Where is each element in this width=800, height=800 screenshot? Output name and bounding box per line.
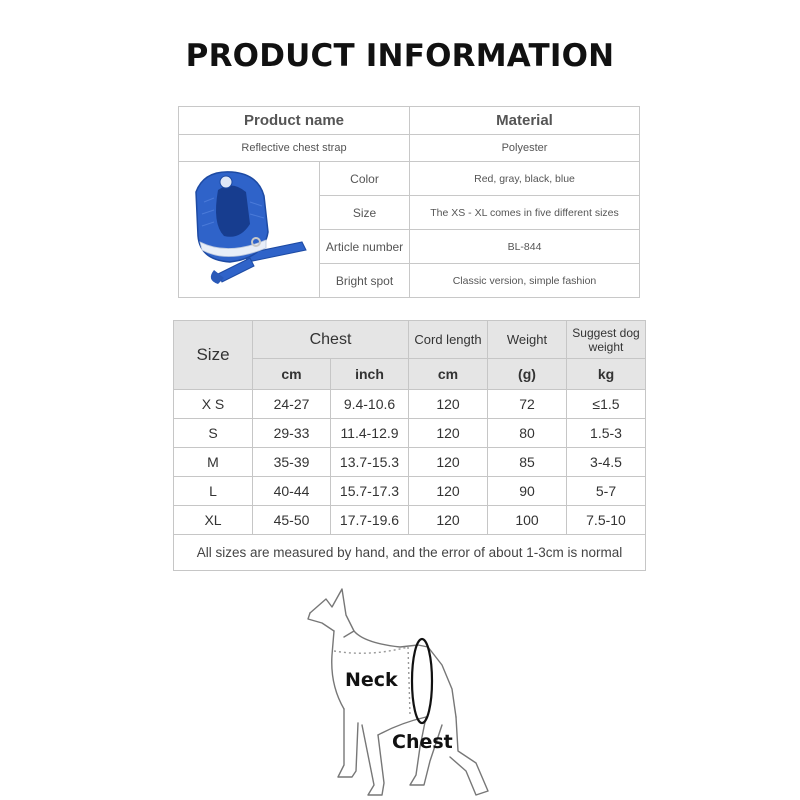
chest-inch-cell: 15.7-17.3 <box>331 477 409 506</box>
dog-outline <box>308 589 488 795</box>
size-cell: X S <box>174 390 253 419</box>
bright-spot-value: Classic version, simple fashion <box>410 264 640 298</box>
chest-label: Chest <box>392 731 453 753</box>
size-cell: XL <box>174 506 253 535</box>
product-name-header: Product name <box>179 107 410 135</box>
weight-cell: 80 <box>488 419 567 448</box>
weight-g-unit: (g) <box>488 359 567 390</box>
cord-cell: 120 <box>409 419 488 448</box>
size-column-header: Size <box>174 321 253 390</box>
cord-length-header: Cord length <box>409 321 488 359</box>
chest-line <box>408 647 410 715</box>
cord-cell: 120 <box>409 390 488 419</box>
size-cell: L <box>174 477 253 506</box>
chest-cm-cell: 35-39 <box>253 448 331 477</box>
chest-column-header: Chest <box>253 321 409 359</box>
size-chart-table <box>173 320 725 571</box>
weight-cell: 85 <box>488 448 567 477</box>
cord-cell: 120 <box>409 477 488 506</box>
dog-measurement-diagram <box>280 585 520 800</box>
table-row <box>174 448 725 477</box>
size-value: The XS - XL comes in five different sizes <box>410 196 640 230</box>
chest-inch-cell: 13.7-15.3 <box>331 448 409 477</box>
article-number-label: Article number <box>320 230 410 264</box>
product-name-value: Reflective chest strap <box>179 135 410 162</box>
chest-inch-cell: 17.7-19.6 <box>331 506 409 535</box>
bright-spot-label: Bright spot <box>320 264 410 298</box>
chest-cm-cell: 45-50 <box>253 506 331 535</box>
chest-inch-cell: 9.4-10.6 <box>331 390 409 419</box>
cord-cell: 120 <box>409 506 488 535</box>
chest-inch-unit: inch <box>331 359 409 390</box>
dog-kg-unit: kg <box>567 359 646 390</box>
measurement-note: All sizes are measured by hand, and the error of about 1-3cm is normal <box>174 535 646 571</box>
dog-weight-cell: 1.5-3 <box>567 419 646 448</box>
weight-cell: 100 <box>488 506 567 535</box>
product-info-table <box>178 106 640 298</box>
size-cell: S <box>174 419 253 448</box>
harness-image <box>184 162 314 292</box>
weight-cell: 72 <box>488 390 567 419</box>
cord-cell: 120 <box>409 448 488 477</box>
neck-line <box>334 647 408 653</box>
table-row <box>174 390 725 419</box>
table-row <box>174 477 725 506</box>
size-cell: M <box>174 448 253 477</box>
weight-header: Weight <box>488 321 567 359</box>
page-title: PRODUCT INFORMATION <box>185 38 615 74</box>
product-image <box>179 162 320 298</box>
dog-weight-cell: 7.5-10 <box>567 506 646 535</box>
chest-inch-cell: 11.4-12.9 <box>331 419 409 448</box>
size-label: Size <box>320 196 410 230</box>
chest-cm-cell: 40-44 <box>253 477 331 506</box>
chest-girth-ring <box>412 639 432 723</box>
suggest-dog-weight-line2: weight <box>588 339 624 354</box>
dog-weight-cell: 3-4.5 <box>567 448 646 477</box>
dog-weight-cell: ≤1.5 <box>567 390 646 419</box>
cord-cm-unit: cm <box>409 359 488 390</box>
chest-cm-cell: 24-27 <box>253 390 331 419</box>
color-label: Color <box>320 162 410 196</box>
chest-cm-cell: 29-33 <box>253 419 331 448</box>
table-row <box>174 506 725 535</box>
article-number-value: BL-844 <box>410 230 640 264</box>
chest-cm-unit: cm <box>253 359 331 390</box>
suggest-dog-weight-line1: Suggest dog <box>572 325 640 340</box>
color-value: Red, gray, black, blue <box>410 162 640 196</box>
dog-weight-cell: 5-7 <box>567 477 646 506</box>
suggest-dog-weight-header <box>567 321 646 359</box>
material-header: Material <box>410 107 640 135</box>
material-value: Polyester <box>410 135 640 162</box>
weight-cell: 90 <box>488 477 567 506</box>
table-row <box>174 419 725 448</box>
neck-label: Neck <box>345 669 398 691</box>
